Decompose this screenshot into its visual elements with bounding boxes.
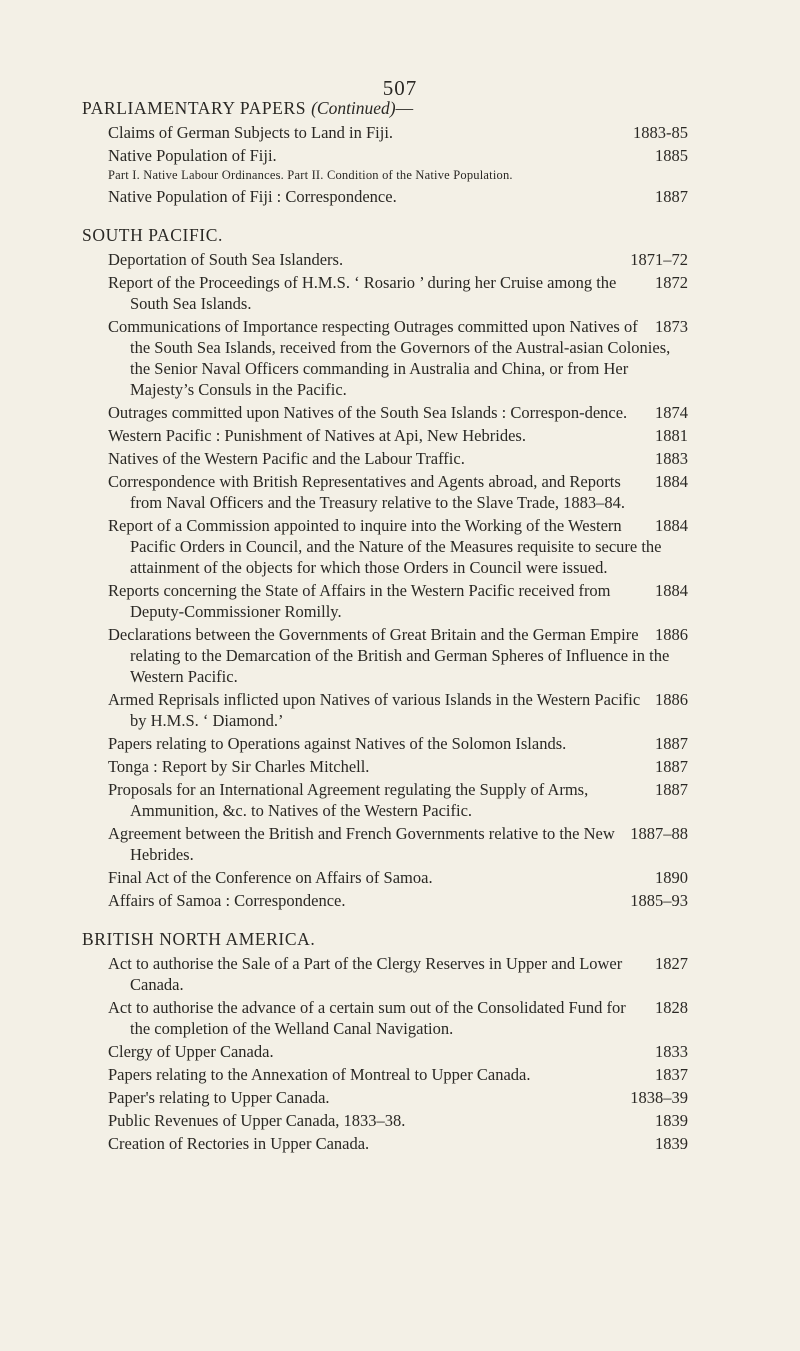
list-item — [108, 186, 688, 207]
list-item — [108, 823, 688, 865]
entry-title: Western Pacific : Punishment of Natives at Api, New Hebrides. — [108, 426, 526, 445]
entry-date: 1837 — [655, 1065, 688, 1084]
entry-title: Outrages committed upon Natives of the South Sea Islands : Correspon-dence. — [108, 403, 628, 422]
list-item — [108, 1041, 688, 1062]
entry-date: 1887 — [655, 757, 688, 776]
section-british-north-america — [0, 927, 800, 1154]
entry-title: Papers relating to the Annexation of Montreal to Upper Canada. — [108, 1065, 531, 1084]
entry-date: 1884 — [655, 472, 688, 491]
list-item — [108, 580, 688, 622]
section-heading: BRITISH NORTH AMERICA. — [82, 929, 316, 949]
list-item — [108, 122, 688, 143]
list-item — [108, 689, 688, 731]
entry-title: Affairs of Samoa : Correspondence. — [108, 891, 346, 910]
entry-date: 1872 — [655, 273, 688, 292]
entry-date: 1873 — [655, 317, 688, 336]
entry-title: Report of the Proceedings of H.M.S. ‘ Rosario ’ during her Cruise among the South Sea Islands. — [108, 273, 617, 313]
entry-title: Report of a Commission appointed to inquire into the Working of the Western Pacific Orders in Council, and the Nature of the Measures requisite to secure the attainment of the objects for which those Orders in Council were issued. — [108, 516, 662, 577]
list-item — [108, 145, 688, 166]
entry-date: 1887 — [655, 780, 688, 799]
heading-text: PARLIAMENTARY PAPERS — [82, 98, 307, 118]
list-item — [108, 448, 688, 469]
entry-title: Communications of Importance respecting Outrages committed upon Natives of the South Sea Islands, received from the Governors of the Austral-asian Colonies, the Senior Naval Officers commanding in Australia and China, or from Her Majesty’s Consuls in the Pacific. — [108, 317, 671, 399]
list-item — [108, 249, 688, 270]
entry-title: Deportation of South Sea Islanders. — [108, 250, 344, 269]
entry-date: 1838–39 — [630, 1088, 688, 1107]
entry-title: Papers relating to Operations against Natives of the Solomon Islands. — [108, 734, 567, 753]
entry-title: Native Population of Fiji : Correspondence. — [108, 187, 397, 206]
list-item — [108, 471, 688, 513]
list-item — [108, 272, 688, 314]
list-item — [108, 997, 688, 1039]
entry-date: 1827 — [655, 954, 688, 973]
entry-date: 1886 — [655, 625, 688, 644]
list-item — [108, 1064, 688, 1085]
entry-date: 1884 — [655, 581, 688, 600]
section-parliamentary-papers — [0, 96, 800, 207]
entry-title: Armed Reprisals inflicted upon Natives of various Islands in the Western Pacific by H.M.S. ‘ Diamond.’ — [108, 690, 641, 730]
section-heading — [0, 96, 800, 120]
list-item — [108, 890, 688, 911]
entry-title: Paper's relating to Upper Canada. — [108, 1088, 330, 1107]
list-item — [108, 515, 688, 578]
list-item — [108, 953, 688, 995]
list-item — [108, 425, 688, 446]
list-item — [108, 1133, 688, 1154]
entry-title: Reports concerning the State of Affairs in the Western Pacific received from Deputy-Commissioner Romilly. — [108, 581, 611, 621]
entry-date: 1886 — [655, 690, 688, 709]
entry-title: Correspondence with British Representatives and Agents abroad, and Reports from Naval Officers and the Treasury relative to the Slave Trade, 1883–84. — [108, 472, 626, 512]
entry-title: Tonga : Report by Sir Charles Mitchell. — [108, 757, 370, 776]
heading-suffix: — — [395, 98, 414, 118]
list-item — [108, 402, 688, 423]
entry-title: Native Population of Fiji. — [108, 146, 277, 165]
entry-date: 1885–93 — [630, 891, 688, 910]
list-item — [108, 316, 688, 400]
entry-title: Proposals for an International Agreement regulating the Supply of Arms, Ammunition, &c. to Natives of the Western Pacific. — [108, 780, 589, 820]
heading-subtitle: (Continued) — [311, 98, 396, 118]
entry-date: 1839 — [655, 1134, 688, 1153]
list-item — [108, 779, 688, 821]
entry-date: 1887 — [655, 734, 688, 753]
entry-title: Act to authorise the advance of a certain sum out of the Consolidated Fund for the completion of the Welland Canal Navigation. — [108, 998, 626, 1038]
entry-date: 1839 — [655, 1111, 688, 1130]
entry-date: 1884 — [655, 516, 688, 535]
page-content — [0, 96, 800, 1170]
entry-date: 1828 — [655, 998, 688, 1017]
entry-date: 1874 — [655, 403, 688, 422]
entry-title: Act to authorise the Sale of a Part of the Clergy Reserves in Upper and Lower Canada. — [108, 954, 623, 994]
entry-date: 1887–88 — [630, 824, 688, 843]
entry-title: Declarations between the Governments of Great Britain and the German Empire relating to the Demarcation of the British and German Spheres of Influence in the Western Pacific. — [108, 625, 670, 686]
entry-date: 1833 — [655, 1042, 688, 1061]
entry-date: 1883-85 — [633, 123, 688, 142]
entry-title: Natives of the Western Pacific and the Labour Traffic. — [108, 449, 465, 468]
list-item — [108, 1087, 688, 1108]
entry-title: Public Revenues of Upper Canada, 1833–38. — [108, 1111, 406, 1130]
list-item — [108, 756, 688, 777]
page-number: 507 — [382, 76, 418, 100]
list-item — [108, 733, 688, 754]
entry-date: 1887 — [655, 187, 688, 206]
entry-title: Final Act of the Conference on Affairs of Samoa. — [108, 868, 433, 887]
section-heading: SOUTH PACIFIC. — [82, 225, 223, 245]
entry-title: Clergy of Upper Canada. — [108, 1042, 274, 1061]
list-item — [108, 867, 688, 888]
list-item — [108, 1110, 688, 1131]
entry-date: 1885 — [655, 146, 688, 165]
entry-date: 1871–72 — [630, 250, 688, 269]
list-item — [108, 624, 688, 687]
entry-date: 1883 — [655, 449, 688, 468]
entry-title: Agreement between the British and French Governments relative to the New Hebrides. — [108, 824, 615, 864]
entry-title: Creation of Rectories in Upper Canada. — [108, 1134, 370, 1153]
entry-date: 1890 — [655, 868, 688, 887]
entry-title: Claims of German Subjects to Land in Fiji. — [108, 123, 394, 142]
entry-date: 1881 — [655, 426, 688, 445]
entry-note: Part I. Native Labour Ordinances. Part II. Condition of the Native Population. — [108, 168, 513, 182]
section-south-pacific — [0, 223, 800, 911]
